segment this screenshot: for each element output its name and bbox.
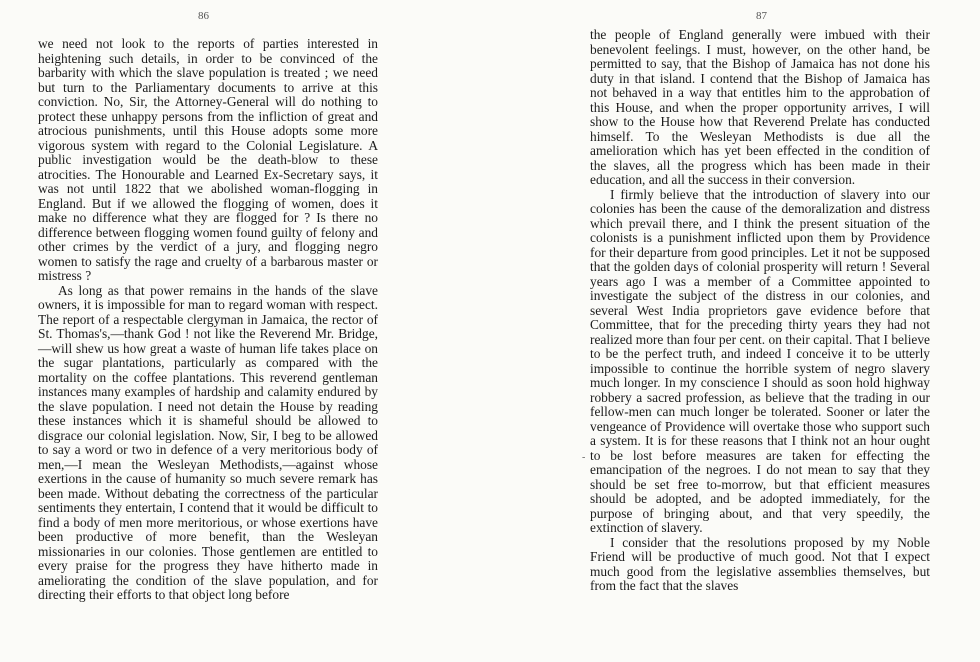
page-text [38,37,378,603]
paragraph: As long as that power remains in the hands of the slave owners, it is impossible for man to regard woman with respect. The report of a respectable clergyman in Jamaica, the rector of St. Thomas's,—thank God ! not like the Reverend Mr. Bridge,—will shew us how great a waste of human life takes place on the sugar plantations, particularly as compared with the mortality on the coffee plantations. This reverend gentleman instances many examples of hardship and calamity endured by the slave population. I need not detain the House by reading these instances which it is shameful should be allowed to disgrace our colonial legislation. Now, Sir, I beg to be allowed to say a word or two in defence of a very meritorious body of men,—I mean the Wesleyan Methodists,—against whose exertions in the cause of humanity so much severe remark has been made. Without debating the correctness of the particular sentiments they entertain, I contend that it would be difficult to find a body of men more meritorious, or whose exertions have been productive of more benefit, than the Wesleyan missionaries in our colonies. Those gentlemen are entitled to every praise for the progress they have hitherto made in ameliorating the condition of the slave population, and for directing their efforts to that object long before [38,282,378,602]
paragraph: the people of England generally were imbued with their benevolent feelings. I must, however, on the other hand, be permitted to say, that the Bishop of Jamaica has not done his duty in that island. I contend that the Bishop of Jamaica has not behaved in a way that entitles him to the approbation of this House, and when the proper opportunity arrives, I will show to the House how that Reverend Prelate has conducted himself. To the Wesleyan Methodists is due all the amelioration which has yet been effected in the condition of the slaves, all the progress which has been made in their education, and all the success in their conversion. [590,27,930,187]
paragraph: we need not look to the reports of parties interested in heightening such details, in order to be convinced of the barbarity with which the slave population is treated ; we need but turn to the Parliamentary documents to arrive at this conviction. No, Sir, the Attorney-General will do nothing to protect these unhappy persons from the infliction of great and atrocious punishments, until this House adopts some more vigorous system with regard to the Colonial Legislature. A public investigation would be the death-blow to these atrocities. The Honourable and Learned Ex-Secretary says, it was not until 1822 that we abolished woman-flogging in England. But if we allowed the flogging of women, does it make no difference what they are flogged for ? Is there no difference between flogging women found guilty of felony and other crimes by the verdict of a jury, and flogging negro women to satisfy the rage and cruelty of a barbarous master or mistress ? [38,36,378,283]
gutter-mark: - [582,452,586,463]
paragraph: I consider that the resolutions proposed by my Noble Friend will be productive of much good. Not that I expect much good from the legislative assemblies themselves, but from the fact that the slaves [590,534,930,593]
page-number: 87 [756,10,767,22]
page-number: 86 [198,10,209,22]
paragraph: I firmly believe that the introduction of slavery into our colonies has been the cause of the demoralization and distress which prevail there, and I think the present situation of the colonists is a punishment inflicted upon them by Providence for their departure from good principles. Let it not be supposed that the golden days of colonial prosperity will return ! Several years ago I was a member of a Committee appointed to investigate the subject of the distress in our colonies, and several West India proprietors gave evidence before that Committee, that for the preceding thirty years they had not realized more than four per cent. on their capital. That I believe to be the perfect truth, and indeed I conceive it to be utterly impossible to continue the horrible system of negro slavery much longer. In my conscience I should as soon hold highway robbery a sacred profession, as believe that the trading in our fellow-men can much longer be tolerated. Sooner or later the vengeance of Providence will overtake those who support such a system. It is for these reasons that I think not an hour ought to be lost before measures are taken for effecting the emancipation of the negroes. I do not mean to say that they should be set free to-morrow, but that efficient measures should be adopted, and be adopted immediately, for the purpose of bringing about, and that very speedily, the extinction of slavery. [590,186,930,535]
page-text [590,28,930,594]
right-page [490,0,980,662]
